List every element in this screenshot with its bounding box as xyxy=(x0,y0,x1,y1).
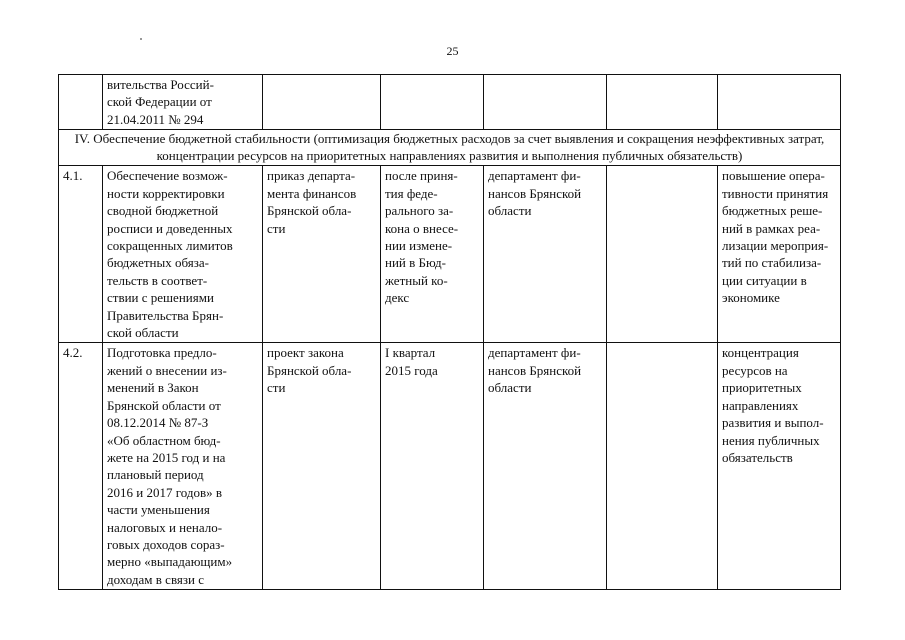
table-row-4-2 xyxy=(59,343,841,590)
cell-col6 xyxy=(607,75,718,130)
cell-num: 4.1. xyxy=(59,166,103,343)
cell-num: 4.2. xyxy=(59,343,103,590)
cell-col6 xyxy=(607,343,718,590)
cell-col6 xyxy=(607,166,718,343)
cell-deadline: после приня- тия феде- рального за- кона о внесе- нии измене- ний в Бюд- жетный ко- декс xyxy=(381,166,484,343)
section-heading-row xyxy=(59,130,841,166)
table-row-continuation xyxy=(59,75,841,130)
cell-result xyxy=(718,75,841,130)
action-plan-table xyxy=(58,74,841,590)
cell-activity: Обеспечение возмож- ности корректировки сводной бюджетной росписи и доведенных сокращенных лимитов бюджетных обяза- тельств в соответ- ствии с решениями Правительства Брян- ской области xyxy=(103,166,263,343)
cell-responsible: департамент фи- нансов Брянской области xyxy=(484,343,607,590)
cell-activity: Подготовка предло- жений о внесении из- менений в Закон Брянской области от 08.12.2014 № 87-З «Об областном бюд- жете на 2015 год и на плановый период 2016 и 2017 годов» в части уменьшения налоговых и ненало- говых доходов сораз- мерно «выпадающим» доходам в связи с xyxy=(103,343,263,590)
cell-document: приказ департа- мента финансов Брянской обла- сти xyxy=(263,166,381,343)
cell-deadline xyxy=(381,75,484,130)
cell-deadline: I квартал 2015 года xyxy=(381,343,484,590)
cell-document: проект закона Брянской обла- сти xyxy=(263,343,381,590)
cell-result: концентрация ресурсов на приоритетных направлениях развития и выпол- нения публичных обязательств xyxy=(718,343,841,590)
cell-responsible: департамент фи- нансов Брянской области xyxy=(484,166,607,343)
cell-activity: вительства Россий- ской Федерации от 21.04.2011 № 294 xyxy=(103,75,263,130)
page-number: 25 xyxy=(446,44,459,58)
cell-responsible xyxy=(484,75,607,130)
cell-num xyxy=(59,75,103,130)
cell-result: повышение опера- тивности принятия бюджетных реше- ний в рамках реа- лизации мероприя- тий по стабилиза- ции ситуации в экономике xyxy=(718,166,841,343)
table-row-4-1 xyxy=(59,166,841,343)
section-heading: IV. Обеспечение бюджетной стабильности (оптимизация бюджетных расходов за счет выявления и сокращения неэффективных затрат, концентрации ресурсов на приоритетных направлениях развития и выполнения публичных обязательств) xyxy=(59,130,841,166)
scan-speck xyxy=(140,38,142,40)
cell-document xyxy=(263,75,381,130)
